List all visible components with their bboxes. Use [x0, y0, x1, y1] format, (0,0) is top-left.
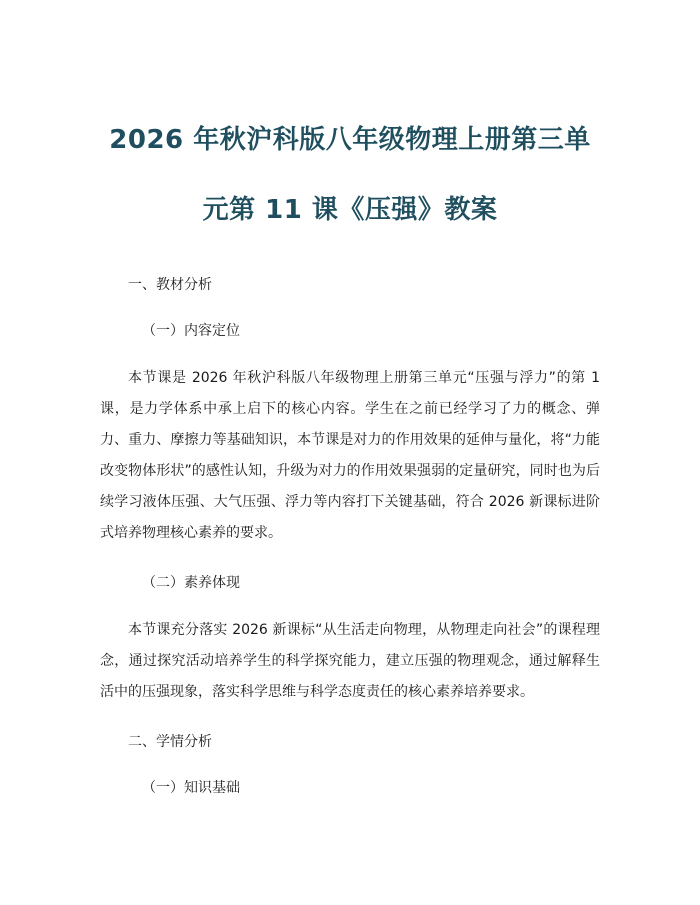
document-body [100, 273, 600, 800]
title-line-1: 2026 年秋沪科版八年级物理上册第三单 [109, 125, 591, 155]
section-heading-textbook-analysis: 一、教材分析 [128, 277, 212, 293]
section-heading-student-analysis: 二、学情分析 [128, 734, 212, 750]
subheading-literacy: （二）素养体现 [142, 575, 240, 591]
paragraph-content-positioning: 本节课是 2026 年秋沪科版八年级物理上册第三单元“压强与浮力”的第 1 课，是力学体系中承上启下的核心内容。学生在之前已经学习了力的概念、弹力、重力、摩擦力等基础知识，本节课是对力的作用效果的延伸与量化，将“力能改变物体形状”的感性认知，升级为对力的作用效果强弱的定量研究，同时也为后续学习液体压强、大气压强、浮力等内容打下关键基础，符合 2026 新课标进阶式培养物理核心素养的要求。 [100, 370, 600, 541]
paragraph-literacy: 本节课充分落实 2026 新课标“从生活走向物理，从物理走向社会”的课程理念，通过探究活动培养学生的科学探究能力，建立压强的物理观念，通过解释生活中的压强现象，落实科学思维与科学态度责任的核心素养培养要求。 [100, 622, 600, 700]
document-title [100, 0, 600, 245]
title-line-2: 元第 11 课《压强》教案 [202, 195, 498, 225]
subheading-knowledge-basis: （一）知识基础 [142, 780, 240, 796]
subheading-content-positioning: （一）内容定位 [142, 323, 240, 339]
